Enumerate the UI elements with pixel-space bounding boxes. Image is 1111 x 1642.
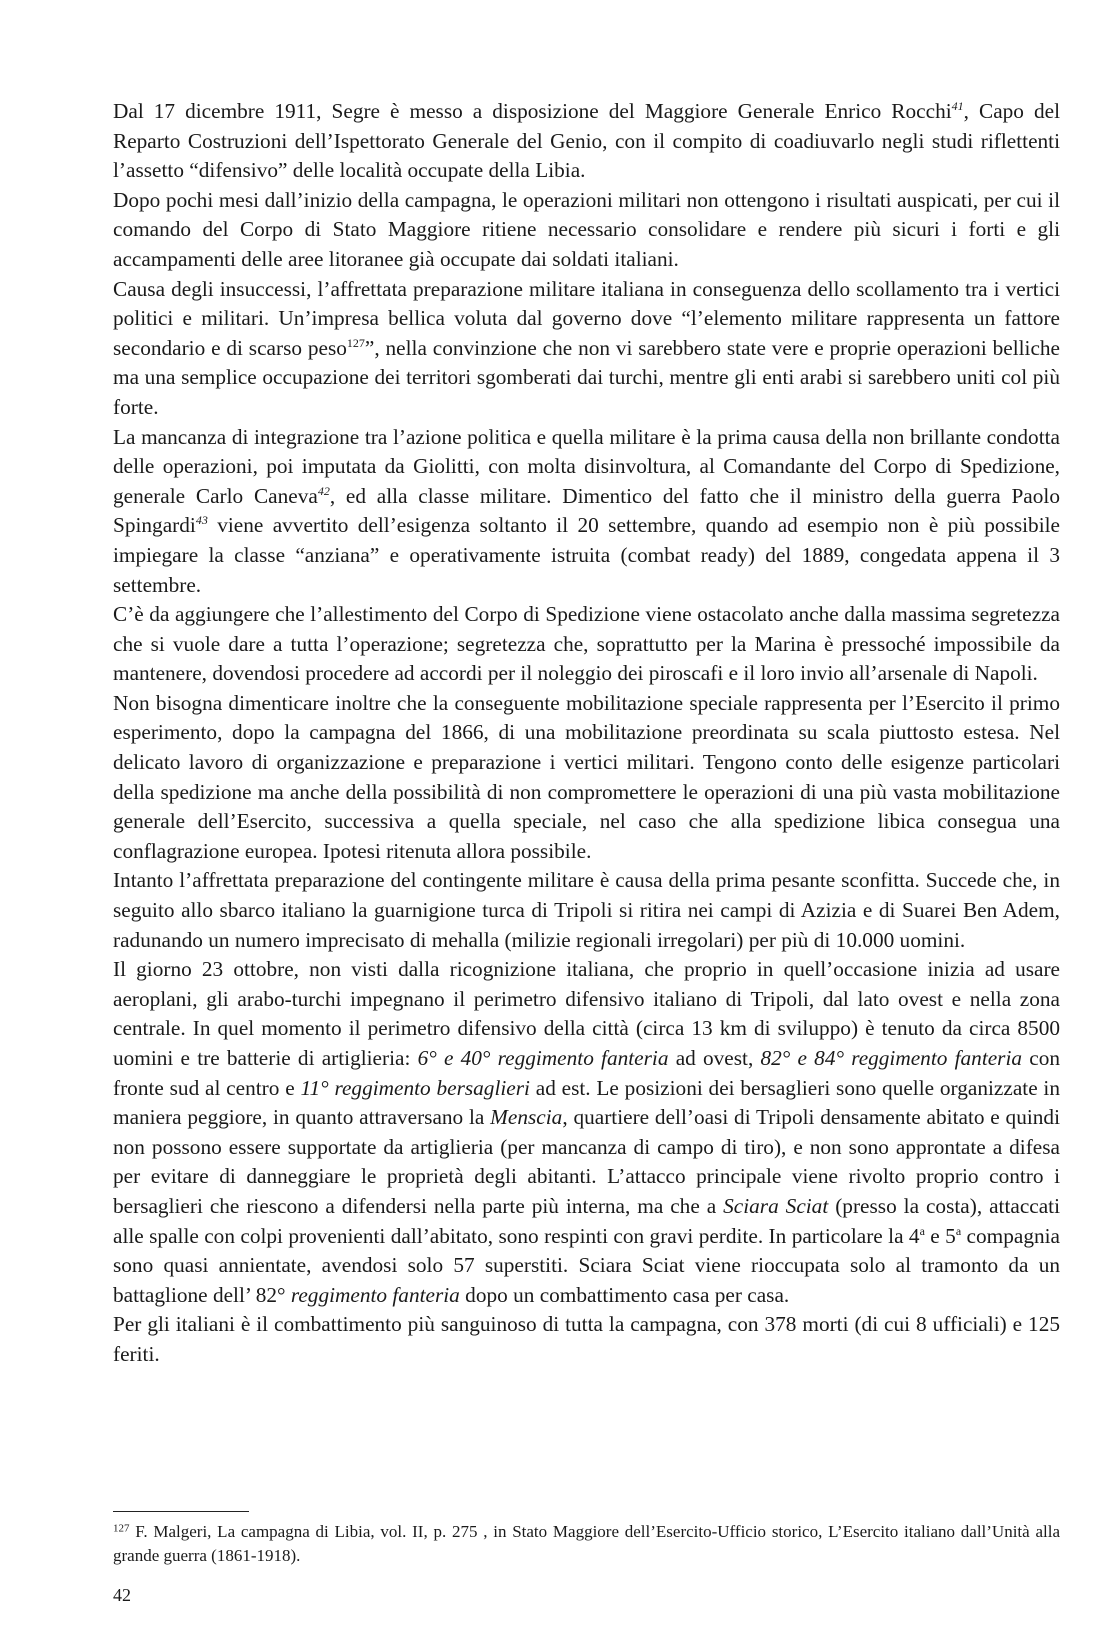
note-reference: 42 xyxy=(317,483,330,498)
italic-text: Sciara Sciat xyxy=(723,1193,829,1218)
text-run: , quartiere dell’oasi di Tripoli densamente abitato e quindi non possono essere supportate da artiglieria (per mancanza di campo di tiro), e non sono approntate a difesa per evitare di danneggiare le proprietà degli abitanti. L’attacco principale viene rivolto proprio contro i bersaglieri che riescono a difendersi nella parte più interna, ma che a xyxy=(113,1105,1060,1218)
paragraph xyxy=(113,866,1060,955)
paragraph xyxy=(113,600,1060,689)
text-run: , ed alla classe militare. Dimentico del fatto che il ministro della guerra Paolo Spingardi xyxy=(113,483,1060,538)
note-reference: a xyxy=(919,1223,925,1238)
paragraph xyxy=(113,423,1060,601)
text-run: Dopo pochi mesi dall’inizio della campagna, le operazioni militari non ottengono i risultati auspicati, per cui il comando del Corpo di Stato Maggiore ritiene necessario consolidare e rendere più sicuri i forti e gli accampamenti delle aree litoranee già occupate dai soldati italiani. xyxy=(113,187,1060,271)
footnote-number: 127 xyxy=(113,1522,130,1535)
body-text xyxy=(113,97,1060,1370)
text-run: Dal 17 dicembre 1911, Segre è messo a disposizione del Maggiore Generale Enrico Rocchi xyxy=(113,99,952,123)
paragraph xyxy=(113,97,1060,186)
page-number: 42 xyxy=(113,1585,131,1605)
text-run: ad est. Le posizioni dei bersaglieri sono quelle organizzate in maniera peggiore, in quanto attraversano la xyxy=(113,1075,1061,1130)
text-run: Non bisogna dimenticare inoltre che la conseguente mobilitazione speciale rappresenta per l’Esercito il primo esperimento, dopo la campagna del 1866, di una mobilitazione preordinata su scala piuttosto estesa. Nel delicato lavoro di organizzazione e preparazione i vertici militari. Tengono conto delle esigenze particolari della spedizione ma anche della possibilità di non compromettere le operazioni di una più vasta mobilitazione generale dell’Esercito, successiva a quella speciale, nel caso che alla spedizione libica consegua una conflagrazione europea. Ipotesi ritenuta allora possibile. xyxy=(113,690,1060,863)
text-run: C’è da aggiungere che l’allestimento del Corpo di Spedizione viene ostacolato anche dalla massima segretezza che si vuole dare a tutta l’operazione; segretezza che, soprattutto per la Marina è pressoché impossibile da mantenere, dovendosi procedere ad accordi per il noleggio dei piroscafi e il loro invio all’arsenale di Napoli. xyxy=(113,602,1060,686)
note-reference: 127 xyxy=(346,335,365,350)
page-body xyxy=(113,97,1060,1370)
italic-text: Menscia xyxy=(490,1105,563,1130)
text-run: Intanto l’affrettata preparazione del contingente militare è causa della prima pesante sconfitta. Succede che, in seguito allo sbarco italiano la guarnigione turca di Tripoli si ritira nei campi di Azizia e di Suarei Ben Adem, radunando un numero imprecisato di mehalla (milizie regionali irregolari) per più di 10.000 uomini. xyxy=(113,868,1060,952)
text-run: Il giorno 23 ottobre, non visti dalla ricognizione italiana, che proprio in quell’occasione inizia ad usare aeroplani, gli arabo-turchi impegnano il perimetro difensivo italiano di Tripoli, dal lato ovest e nella zona centrale. In quel momento il perimetro difensivo della città (circa 13 km di sviluppo) è tenuto da circa 8500 uomini e tre batterie di artiglieria: xyxy=(113,957,1060,1070)
paragraph xyxy=(113,186,1060,275)
text-run: viene avvertito dell’esigenza soltanto il 20 settembre, quando ad esempio non è più possibile impiegare la classe “anziana” e operativamente istruita (combat ready) del 1889, congedata appena il 3 settembre. xyxy=(113,513,1060,597)
note-reference: 41 xyxy=(951,99,964,114)
text-run: con fronte sud al centro e xyxy=(113,1046,1060,1100)
text-run: ”, nella convinzione che non vi sarebbero state vere e proprie operazioni belliche ma una semplice occupazione dei territori sgomberati dai turchi, mentre gli enti arabi si sarebbero uniti col più forte. xyxy=(113,335,1061,419)
paragraph xyxy=(113,1310,1060,1369)
note-reference: 43 xyxy=(195,513,208,528)
text-run: e 5 xyxy=(924,1223,956,1248)
footnote-separator xyxy=(113,1511,249,1512)
text-run: (presso la costa), attaccati alle spalle con colpi provenienti dall’abitato, sono respinti con gravi perdite. In particolare la 4 xyxy=(113,1193,1061,1248)
text-run: La mancanza di integrazione tra l’azione politica e quella militare è la prima causa della non brillante condotta delle operazioni, poi imputata da Giolitti, con molta disinvoltura, al Comandante del Corpo di Spedizione, generale Carlo Caneva xyxy=(113,424,1060,508)
text-run: compagnia sono quasi annientate, avendosi solo 57 superstiti. Sciara Sciat viene rioccupata solo al tramonto da un battaglione dell’ 82° xyxy=(113,1223,1060,1307)
paragraph xyxy=(113,955,1060,1310)
text-run: ad ovest, xyxy=(668,1046,761,1070)
italic-text: 6° e 40° reggimento fanteria xyxy=(417,1046,669,1070)
text-run: Per gli italiani è il combattimento più sanguinoso di tutta la campagna, con 378 morti (di cui 8 ufficiali) e 125 feriti. xyxy=(113,1312,1060,1366)
italic-text: 82° e 84° reggimento fanteria xyxy=(760,1046,1023,1070)
text-run: Causa degli insuccessi, l’affrettata preparazione militare italiana in conseguenza dello scollamento tra i vertici politici e militari. Un’impresa bellica voluta dal governo dove “l’elemento militare rappresenta un fattore secondario e di scarso peso xyxy=(113,276,1060,360)
text-run: dopo un combattimento casa per casa. xyxy=(459,1282,790,1307)
paragraph xyxy=(113,275,1060,423)
italic-text: 11° reggimento bersaglieri xyxy=(300,1075,530,1100)
note-reference: a xyxy=(955,1223,962,1238)
text-run: , Capo del Reparto Costruzioni dell’Ispettorato Generale del Genio, con il compito di coadiuvarlo negli studi riflettenti l’assetto “difensivo” delle località occupate della Libia. xyxy=(113,99,1060,183)
footnote-text: F. Malgeri, La campagna di Libia, vol. II, p. 275 , in Stato Maggiore dell’Esercito-Ufficio storico, L’Esercito italiano dall’Unità alla grande guerra (1861-1918). xyxy=(113,1522,1060,1565)
footnote xyxy=(113,1520,1060,1568)
paragraph xyxy=(113,689,1060,867)
italic-text: reggimento fanteria xyxy=(290,1282,460,1307)
